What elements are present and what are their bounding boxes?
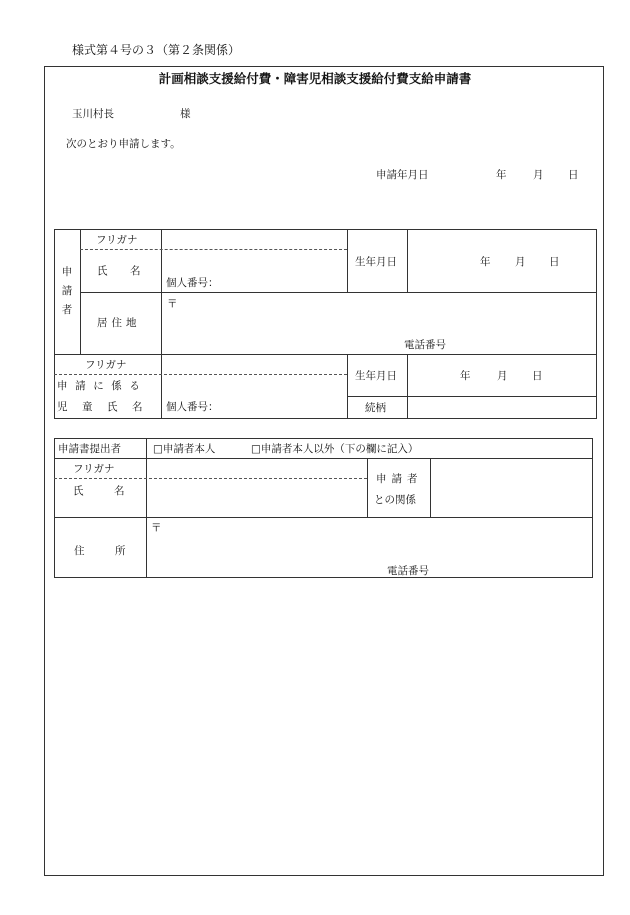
child-birth-year: 年	[460, 370, 471, 382]
submitter-address-label: 住 所	[74, 545, 136, 557]
applicant-postal-mark: 〒	[167, 298, 178, 310]
application-date-day: 日	[568, 169, 579, 181]
applicant-section-label: 申 請 者	[61, 266, 73, 316]
submitter-label: 申請書提出者	[58, 443, 121, 455]
submitter-postal-mark: 〒	[151, 522, 162, 534]
document-title: 計画相談支援給付費・障害児相談支援給付費支給申請書	[158, 71, 472, 86]
submitter-relation-line1: 申請者	[376, 473, 423, 485]
applicant-furigana-label: フリガナ	[96, 234, 138, 246]
applicant-address-label: 居住地	[97, 317, 141, 329]
applicant-birth-month: 月	[515, 256, 526, 268]
child-birth-month: 月	[497, 370, 508, 382]
applicant-birth-year: 年	[480, 256, 491, 268]
applicant-name-label: 氏 名	[97, 265, 147, 277]
form-number: 様式第４号の３（第２条関係）	[72, 43, 241, 57]
submitter-phone-label: 電話番号	[387, 565, 429, 577]
child-individual-number-label: 個人番号：	[166, 401, 219, 413]
submitter-name-label: 氏 名	[73, 485, 135, 497]
addressee-honorific: 様	[180, 108, 191, 120]
applicant-phone-label: 電話番号	[404, 339, 446, 351]
application-date-label: 申請年月日	[376, 169, 429, 181]
child-furigana-label: フリガナ	[85, 359, 127, 371]
child-birth-day: 日	[532, 370, 543, 382]
applicant-birthdate-label: 生年月日	[355, 256, 397, 268]
submitter-furigana-label: フリガナ	[73, 463, 115, 475]
application-date-month: 月	[533, 169, 544, 181]
submitter-option-self[interactable]: □申請者本人	[153, 443, 216, 455]
child-label-line1: 申請に係る	[57, 380, 148, 392]
applicant-birth-day: 日	[549, 256, 560, 268]
addressee-name: 玉川村長	[72, 108, 114, 120]
applicant-individual-number-label: 個人番号：	[166, 277, 219, 289]
intro-text: 次のとおり申請します。	[66, 138, 181, 150]
application-date-year: 年	[496, 169, 507, 181]
submitter-option-other[interactable]: □申請者本人以外（下の欄に記入）	[251, 443, 419, 455]
child-birthdate-label: 生年月日	[355, 370, 397, 382]
submitter-relation-line2: との関係	[374, 494, 416, 506]
child-label-line2: 児童氏名	[57, 401, 157, 413]
submitter-table	[54, 438, 593, 578]
child-relationship-label: 続柄	[365, 402, 386, 414]
